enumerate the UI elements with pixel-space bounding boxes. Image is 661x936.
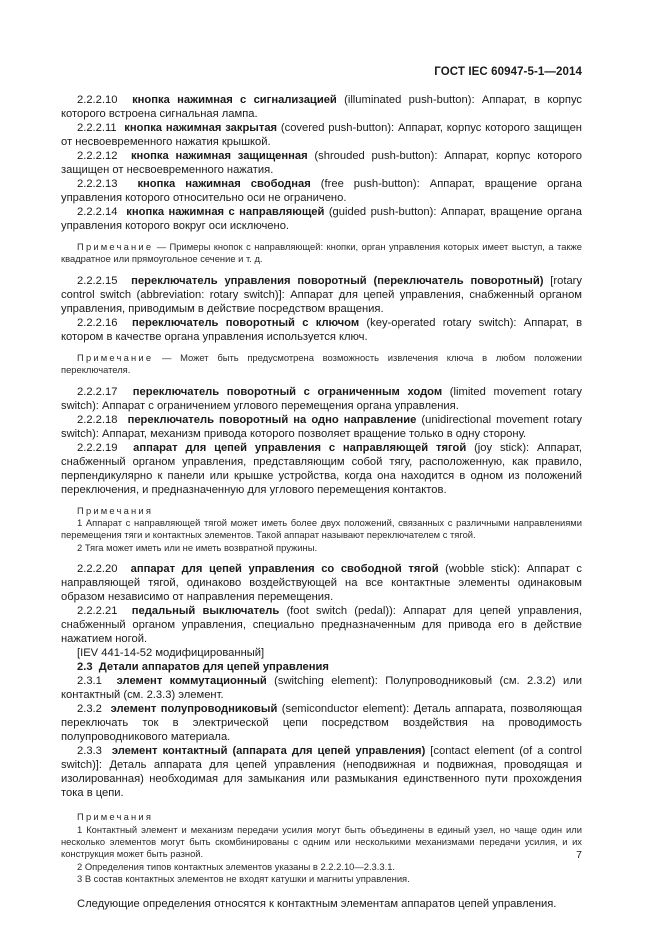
page-number: 7 (576, 849, 582, 861)
definition-2-3-3: 2.3.3 элемент контактный (аппарата для цепей управления) [contact element (of a control switch)]: Деталь аппарата для цепей управления (неподвижная и подвижная, проводящая и изолированная) необходимая для замыкания или размыкания единственного пути прохождения тока в цепи. (61, 745, 582, 800)
definition-2-2-2-14: 2.2.2.14 кнопка нажимная с направляющей (guided push-button): Аппарат, вращение органа управления которого вокруг оси исключено. (61, 206, 582, 232)
iev-reference: [IEV 441-14-52 модифицированный] (77, 647, 265, 660)
definition-2-2-2-12: 2.2.2.12 кнопка нажимная защищенная (shrouded push-button): Аппарат, корпус которого защищен от несвоевременного нажатия. (61, 150, 582, 176)
definition-2-2-2-13: 2.2.2.13 кнопка нажимная свободная (free push-button): Аппарат, вращение органа управления которого относительно оси не ограничено. (61, 178, 582, 204)
note-item: 3 В состав контактных элементов не входят катушки и магниты управления. (77, 873, 410, 885)
definition-2-2-2-16: 2.2.2.16 переключатель поворотный с ключом (key-operated rotary switch): Аппарат, в котором в качестве органа управления используется ключ. (61, 316, 583, 343)
definition-2-2-2-17: 2.2.2.17 переключатель поворотный с ограниченным ходом (limited movement rotary switch): Аппарат с ограничением углового перемещения органа управления. (61, 385, 582, 412)
definition-2-2-2-19: 2.2.2.19 аппарат для цепей управления с направляющей тягой (joy stick): Аппарат, снабженный органом управления, представляющим собой тягу, расположенную, как правило, перпендикулярно к панели или крышке устройства, когда она находится в одном из положений переключения, и предназначенную для углового перемещения контактов. (61, 441, 582, 496)
page-body (61, 93, 582, 911)
notes-contact-heading: Примечания (77, 811, 154, 823)
note-item: 2 Тяга может иметь или не иметь возвратной пружины. (77, 541, 318, 553)
definition-2-2-2-15: 2.2.2.15 переключатель управления поворотный (переключатель поворотный) [rotary control switch (abbreviation: rotary switch)]: Аппарат для цепей управления, снабженный органом управления, приводимым в действие посредством вращения. (61, 274, 582, 315)
notes-joystick-heading: Примечания (77, 504, 154, 516)
definition-2-3-2: 2.3.2 элемент полупроводниковый (semiconductor element): Деталь аппарата, позволяющая переключать ток в электрической цепи посредством воздействия на проводимость полупроводникового материала. (61, 703, 583, 744)
note-item: 1 Аппарат с направляющей тягой может иметь более двух положений, связанных с различными направлениями перемещения тяги и контактных элементов. Такой аппарат называют переключателем с тягой. (61, 517, 582, 541)
definition-2-2-2-21: 2.2.2.21 педальный выключатель (foot switch (pedal)): Аппарат для цепей управления, снабженный органом управления, специально предназначенным для привода его в действие нажатием ногой. (61, 605, 583, 646)
standard-header: ГОСТ IEC 60947-5-1—2014 (434, 66, 582, 78)
definition-2-2-2-18: 2.2.2.18 переключатель поворотный на одно направление (unidirectional movement rotary switch): Аппарат, механизм привода которого позволяет вращение только в одну сторону. (61, 413, 582, 440)
definition-2-3-1: 2.3.1 элемент коммутационный (switching element): Полупроводниковый (см. 2.3.2) или контактный (см. 2.3.3) элемент. (61, 675, 582, 702)
note-item: 1 Контактный элемент и механизм передачи усилия могут быть объединены в единый узел, но чаще один или несколько элементов могут быть скомбинированы с одним или несколькими механизмами передачи усилия, и их конструкция может быть разной. (61, 823, 582, 860)
section-heading: 2.3 Детали аппаратов для цепей управления (77, 661, 329, 674)
note-item: 2 Определения типов контактных элементов указаны в 2.2.2.10—2.3.3.1. (77, 860, 396, 872)
closing-paragraph: Следующие определения относятся к контактным элементам аппаратов цепей управления. (77, 897, 557, 910)
definition-2-2-2-11: 2.2.2.11 кнопка нажимная закрытая (covered push-button): Аппарат, корпус которого защищен от несвоевременного нажатия крышкой. (61, 122, 582, 148)
note-push-buttons: Примечание — Примеры кнопок с направляющей: кнопки, орган управления которых имеет выступ, а также квадратное или прямоугольное сечение и т. д. (61, 241, 582, 265)
definition-2-2-2-10: 2.2.2.10 кнопка нажимная с сигнализацией (illuminated push-button): Аппарат, в корпус которого встроена сигнальная лампа. (61, 94, 583, 120)
note-key: Примечание — Может быть предусмотрена возможность извлечения ключа в любом положении переключателя. (61, 351, 582, 376)
definition-2-2-2-20: 2.2.2.20 аппарат для цепей управления со свободной тягой (wobble stick): Аппарат с направляющей тягой, одинаково воздействующей на все контактные элементы одинаковым образом независимо от направления перемещения. (61, 563, 582, 604)
